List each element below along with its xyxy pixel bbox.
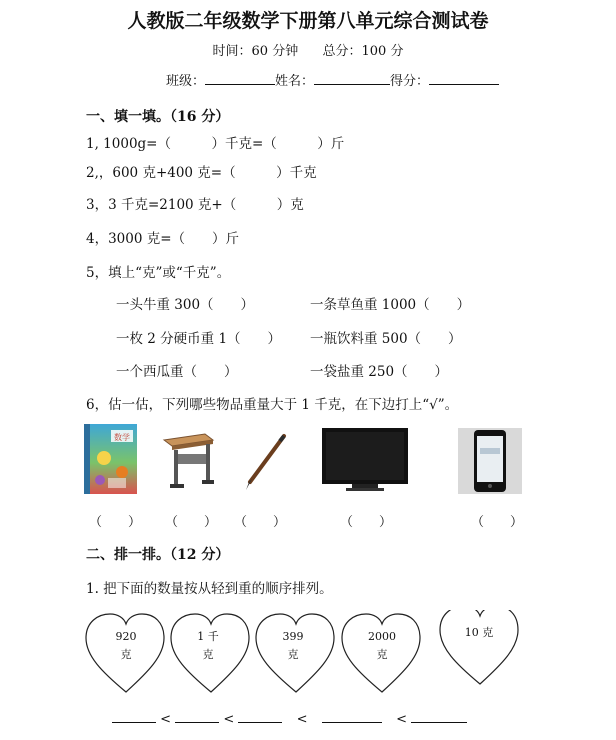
exam-meta xyxy=(0,40,616,59)
section2-question-1: 1. 把下面的数量按从轻到重的顺序排列。 xyxy=(86,581,333,597)
answer-paren[interactable]: （ ） xyxy=(234,515,287,530)
mobile-phone-image xyxy=(458,428,522,494)
television-image xyxy=(322,428,408,492)
order-blank[interactable] xyxy=(411,710,467,723)
order-blank[interactable] xyxy=(238,710,282,723)
math-book-image xyxy=(84,424,137,494)
page-title: 人教版二年级数学下册第八单元综合测试卷 xyxy=(127,10,489,32)
ordering-line xyxy=(112,710,467,727)
less-than: < xyxy=(160,712,172,727)
heart-value: 920 克 xyxy=(115,630,137,661)
school-desk-image xyxy=(160,432,215,492)
order-blank[interactable] xyxy=(322,710,382,723)
answer-paren[interactable]: （ ） xyxy=(89,515,142,530)
heart-value: 2000 克 xyxy=(368,630,396,661)
question-5: 5，填上“克”或“千克”。 xyxy=(86,265,231,281)
question-3: 3，3 千克=2100 克+（ ）克 xyxy=(86,197,304,213)
name-label: 姓名： xyxy=(275,74,315,89)
q5-item: 一袋盐重 250（ ） xyxy=(310,364,449,380)
pencil-image xyxy=(240,432,290,492)
q5-item: 一瓶饮料重 500（ ） xyxy=(310,331,462,347)
score-text: 总分：100 分 xyxy=(322,44,404,59)
class-blank[interactable] xyxy=(205,72,275,85)
q5-item: 一头牛重 300（ ） xyxy=(116,297,255,313)
less-than: < xyxy=(296,712,308,727)
score-blank[interactable] xyxy=(429,72,499,85)
order-blank[interactable] xyxy=(175,710,219,723)
answer-paren[interactable]: （ ） xyxy=(165,515,218,530)
question-6: 6，估一估，下列哪些物品重量大于 1 千克，在下边打上“√”。 xyxy=(86,397,459,413)
section1-heading: 一、填一填。（16 分） xyxy=(86,109,230,125)
question-4: 4，3000 克=（ ）斤 xyxy=(86,231,240,247)
score-label: 得分： xyxy=(390,74,430,89)
q5-item: 一枚 2 分硬币重 1（ ） xyxy=(116,331,282,347)
question-2: 2,，600 克+400 克=（ ）千克 xyxy=(86,165,317,181)
less-than: < xyxy=(223,712,235,727)
heart-shape xyxy=(440,610,518,684)
class-label: 班级： xyxy=(166,74,206,89)
order-blank[interactable] xyxy=(112,710,156,723)
book-title: 数学 xyxy=(114,433,130,442)
name-blank[interactable] xyxy=(314,72,390,85)
question-1: 1, 1000g=（ ）千克=（ ）斤 xyxy=(86,136,345,152)
q5-item: 一个西瓜重（ ） xyxy=(116,364,238,380)
heart-value: 1 千 克 xyxy=(197,630,219,661)
student-info xyxy=(166,70,499,89)
q5-item: 一条草鱼重 1000（ ） xyxy=(310,297,471,313)
heart-value: 10 克 xyxy=(464,626,494,639)
answer-paren[interactable]: （ ） xyxy=(340,515,393,530)
time-text: 时间：60 分钟 xyxy=(212,44,299,59)
answer-paren[interactable]: （ ） xyxy=(471,515,524,530)
section2-heading: 二、排一排。（12 分） xyxy=(86,547,230,563)
less-than: < xyxy=(396,712,408,727)
heart-value: 399 克 xyxy=(282,630,304,661)
